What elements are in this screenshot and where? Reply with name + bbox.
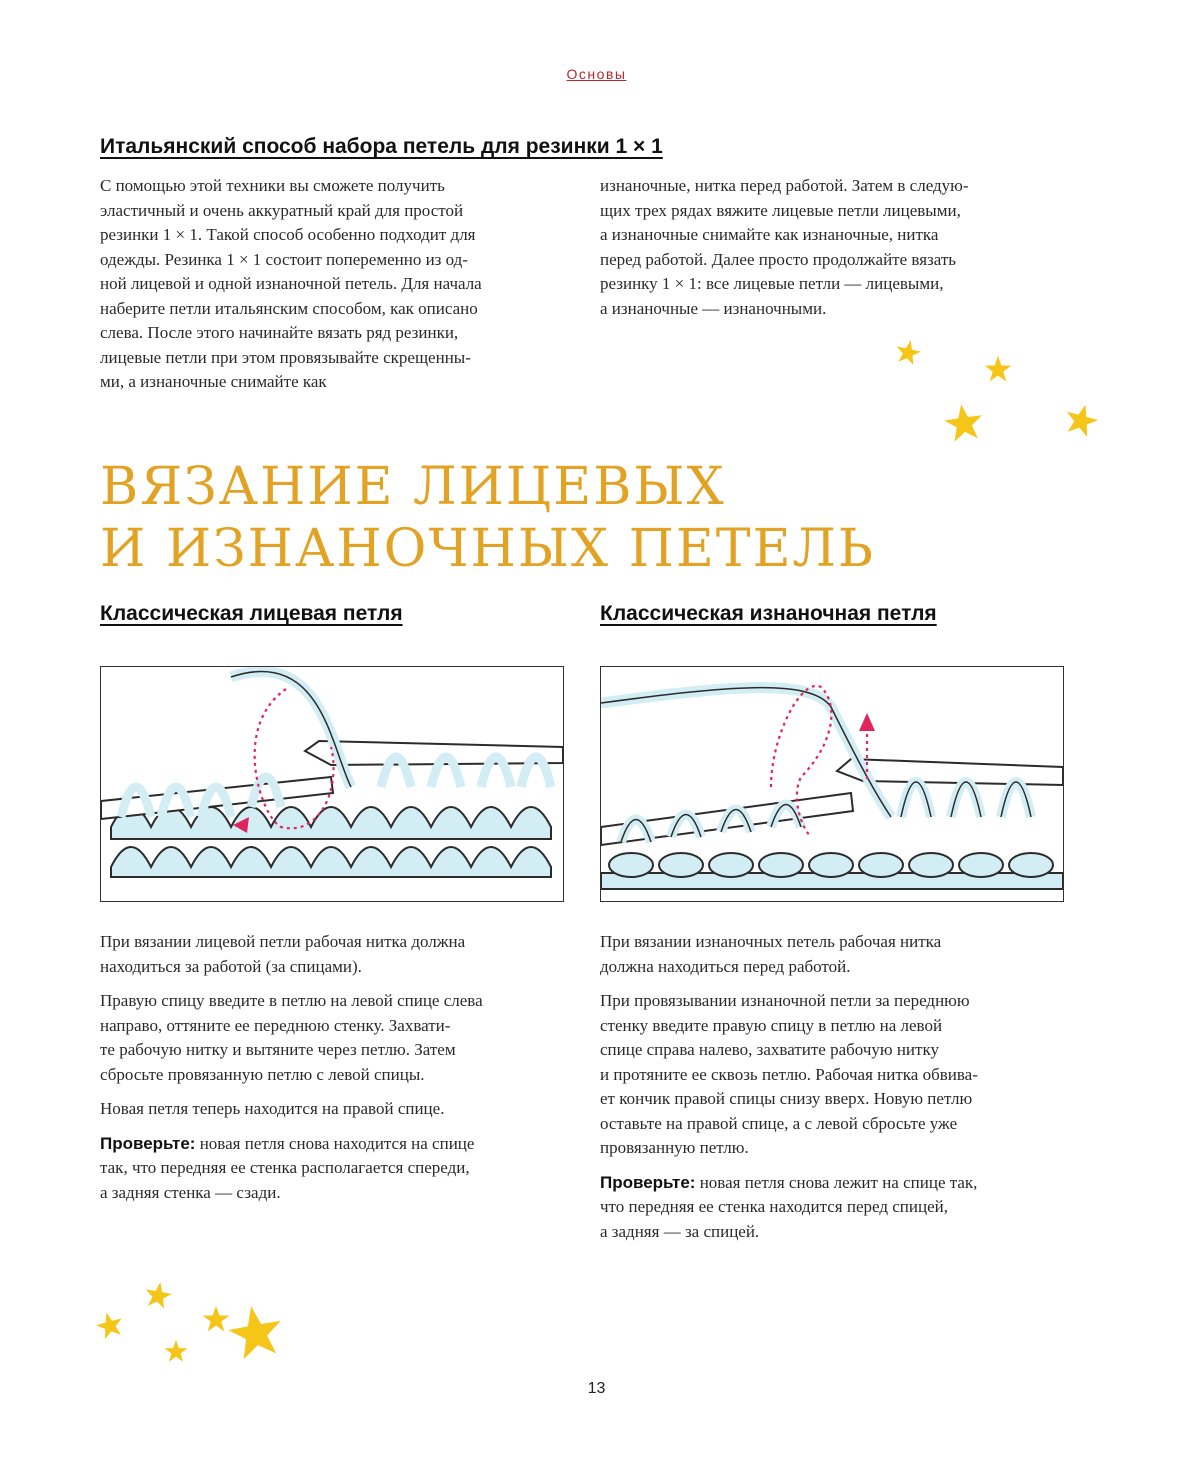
- page-title: [100, 456, 875, 580]
- text-line: наберите петли итальянским способом, как описано: [100, 298, 478, 318]
- paragraph: [600, 989, 1070, 1161]
- text-line: одежды. Резинка 1 × 1 состоит попеременно из од-: [100, 249, 468, 269]
- italian-cast-on-heading: Итальянский способ набора петель для резинки 1 × 1: [100, 135, 663, 158]
- star-icon: [228, 1306, 284, 1362]
- text-line: а изнаночные снимайте как изнаночные, нитка: [600, 225, 939, 244]
- check-label: Проверьте:: [100, 1133, 196, 1153]
- purl-stitch-illustration: [600, 666, 1064, 902]
- check-label: Проверьте:: [600, 1172, 696, 1192]
- text-line: спице справа налево, захватите рабочую нитку: [600, 1040, 939, 1059]
- star-icon: [164, 1340, 188, 1364]
- text-line: так, что передняя ее стенка располагается спереди,: [100, 1158, 470, 1177]
- text-line: При вязании изнаночных петель рабочая нитка: [600, 932, 942, 951]
- star-icon: [895, 340, 921, 366]
- text-line: ной лицевой и одной изнаночной петель. Для начала: [100, 274, 482, 293]
- page-number: 13: [587, 1380, 606, 1397]
- text-line: щих трех рядах вяжите лицевые петли лицевыми,: [600, 200, 961, 220]
- star-icon: [96, 1312, 124, 1340]
- text-line: оставьте на правой спице, а с левой сбросьте уже: [600, 1113, 958, 1133]
- text-line: изнаночные, нитка перед работой. Затем в следую-: [600, 176, 969, 195]
- text-line: провязанную петлю.: [600, 1138, 749, 1157]
- text-line: что передняя ее стенка находится перед спицей,: [600, 1197, 948, 1216]
- text-line: При вязании лицевой петли рабочая нитка должна: [100, 932, 466, 951]
- page-title-line: ВЯЗАНИЕ ЛИЦЕВЫХ: [100, 457, 726, 517]
- knit-stitch-illustration: [100, 666, 564, 902]
- text-line: должна находиться перед работой.: [600, 956, 851, 976]
- text-line: эластичный и очень аккуратный край для простой: [100, 200, 464, 220]
- italian-text-col1: [100, 174, 570, 395]
- star-icon: [944, 404, 984, 444]
- text-line: С помощью этой техники вы сможете получить: [100, 176, 445, 195]
- purl-text: [600, 930, 1070, 1254]
- text-line: направо, оттяните ее переднюю стенку. Захвати-: [100, 1015, 451, 1035]
- text-line: находиться за работой (за спицами).: [100, 956, 362, 976]
- text-line: те рабочую нитку и вытяните через петлю. Затем: [100, 1040, 456, 1059]
- text-line: и протяните ее сквозь петлю. Рабочая нитка обвива-: [600, 1064, 978, 1084]
- check-paragraph: [100, 1132, 570, 1206]
- text-line: При провязывании изнаночной петли за переднюю: [600, 991, 970, 1010]
- text-line: а изнаночные — изнаночными.: [600, 298, 827, 318]
- knit-text: [100, 930, 570, 1215]
- knit-stitch-heading: Классическая лицевая петля: [100, 602, 403, 625]
- star-icon: [1064, 404, 1098, 438]
- text-line: Правую спицу введите в петлю на левой спице слева: [100, 991, 483, 1010]
- paragraph: [100, 1097, 570, 1122]
- paragraph: [600, 930, 1070, 979]
- text-line: Новая петля теперь находится на правой спице.: [100, 1099, 445, 1118]
- text-line: новая петля снова находится на спице: [195, 1133, 475, 1153]
- paragraph: [100, 989, 570, 1087]
- purl-stitch-heading: Классическая изнаночная петля: [600, 602, 937, 625]
- italian-text-col2: [600, 174, 1070, 321]
- page-title-line: И ИЗНАНОЧНЫХ ПЕТЕЛЬ: [100, 519, 875, 579]
- check-paragraph: [600, 1171, 1070, 1245]
- text-line: сбросьте провязанную петлю с левой спицы.: [100, 1064, 425, 1084]
- text-line: а задняя стенка — сзади.: [100, 1182, 281, 1202]
- text-line: ет кончик правой спицы снизу вверх. Новую петлю: [600, 1089, 973, 1108]
- text-line: а задняя — за спицей.: [600, 1221, 760, 1241]
- text-line: новая петля снова лежит на спице так,: [695, 1172, 978, 1192]
- star-icon: [984, 356, 1012, 384]
- star-icon: [144, 1282, 172, 1310]
- running-head[interactable]: Основы: [566, 66, 627, 82]
- paragraph: [100, 930, 570, 979]
- text-line: слева. После этого начинайте вязать ряд резинки,: [100, 323, 459, 342]
- star-icon: [202, 1306, 230, 1334]
- text-line: перед работой. Далее просто продолжайте вязать: [600, 249, 957, 269]
- text-line: ми, а изнаночные снимайте как: [100, 372, 327, 391]
- text-line: резинки 1 × 1. Такой способ особенно подходит для: [100, 225, 476, 244]
- text-line: стенку введите правую спицу в петлю на левой: [600, 1015, 943, 1035]
- text-line: резинку 1 × 1: все лицевые петли — лицевыми,: [600, 274, 944, 293]
- text-line: лицевые петли при этом провязывайте скрещенны-: [100, 347, 471, 367]
